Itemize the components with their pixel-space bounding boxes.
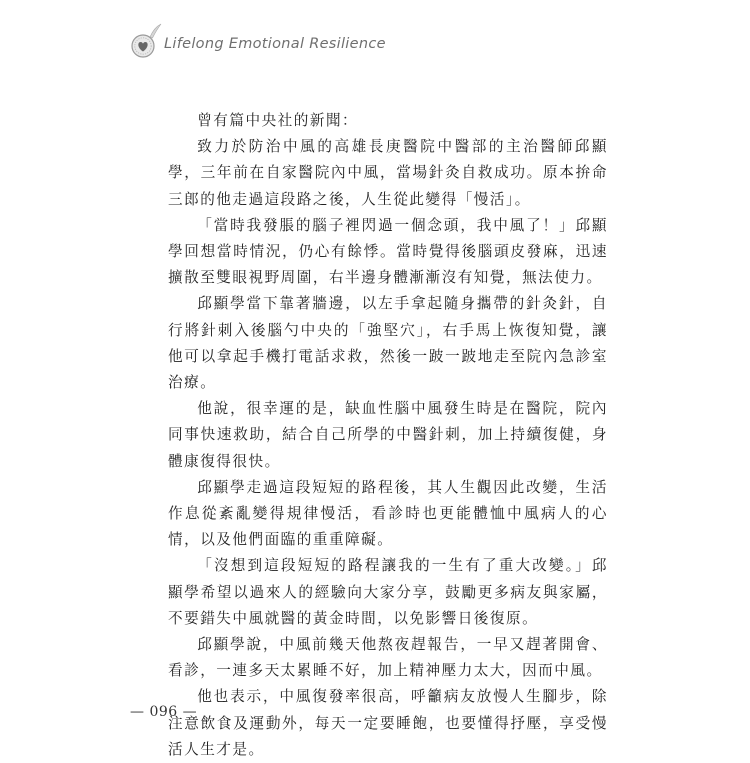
paragraph: 致力於防治中風的高雄長庚醫院中醫部的主治醫師邱顯學，三年前在自家醫院內中風，當場針灸自救成功。原本拚命三郎的他走過這段路之後，人生從此變得「慢活」。 <box>168 138 608 208</box>
paragraph: 曾有篇中央社的新聞： <box>197 112 359 129</box>
paragraph: 「當時我發脹的腦子裡閃過一個念頭，我中風了！」邱顯學回想當時情況，仍心有餘悸。當時覺得後腦頭皮發麻，迅速擴散至雙眼視野周圍，右半邊身體漸漸沒有知覺，無法使力。 <box>168 216 608 287</box>
page-number: — 096 — <box>130 704 198 720</box>
paragraph: 他說，很幸運的是，缺血性腦中風發生時是在醫院，院內同事快速救助，結合自己所學的中醫針刺，加上持續復健，身體康復得很快。 <box>168 400 608 470</box>
paragraph: 邱顯學說，中風前幾天他熬夜趕報告，一早又趕著開會、看診，一連多天太累睡不好，加上精神壓力太大，因而中風。 <box>168 636 608 680</box>
paragraph: 他也表示，中風復發率很高，呼籲病友放慢人生腳步，除注意飲食及運動外，每天一定要睡飽，也要懂得抒壓，享受慢活人生才是。 <box>168 688 608 758</box>
body-text <box>168 108 608 763</box>
paragraph: 「沒想到這段短短的路程讓我的一生有了重大改變。」邱顯學希望以過來人的經驗向大家分享，鼓勵更多病友與家屬，不要錯失中風就醫的黃金時間，以免影響日後復原。 <box>168 557 608 627</box>
paragraph: 邱顯學走過這段短短的路程後，其人生觀因此改變，生活作息從紊亂變得規律慢活，看診時也更能體恤中風病人的心情，以及他們面臨的重重障礙。 <box>168 478 608 549</box>
paragraph: 邱顯學當下靠著牆邊，以左手拿起隨身攜帶的針灸針，自行將針刺入後腦勺中央的「強堅穴」，右手馬上恢復知覺，讓他可以拿起手機打電話求救，然後一跛一跛地走至院內急診室治療。 <box>168 295 608 392</box>
book-title: Lifelong Emotional Resilience <box>164 36 386 52</box>
heart-seal-logo-icon <box>128 22 162 62</box>
running-header <box>128 22 458 62</box>
